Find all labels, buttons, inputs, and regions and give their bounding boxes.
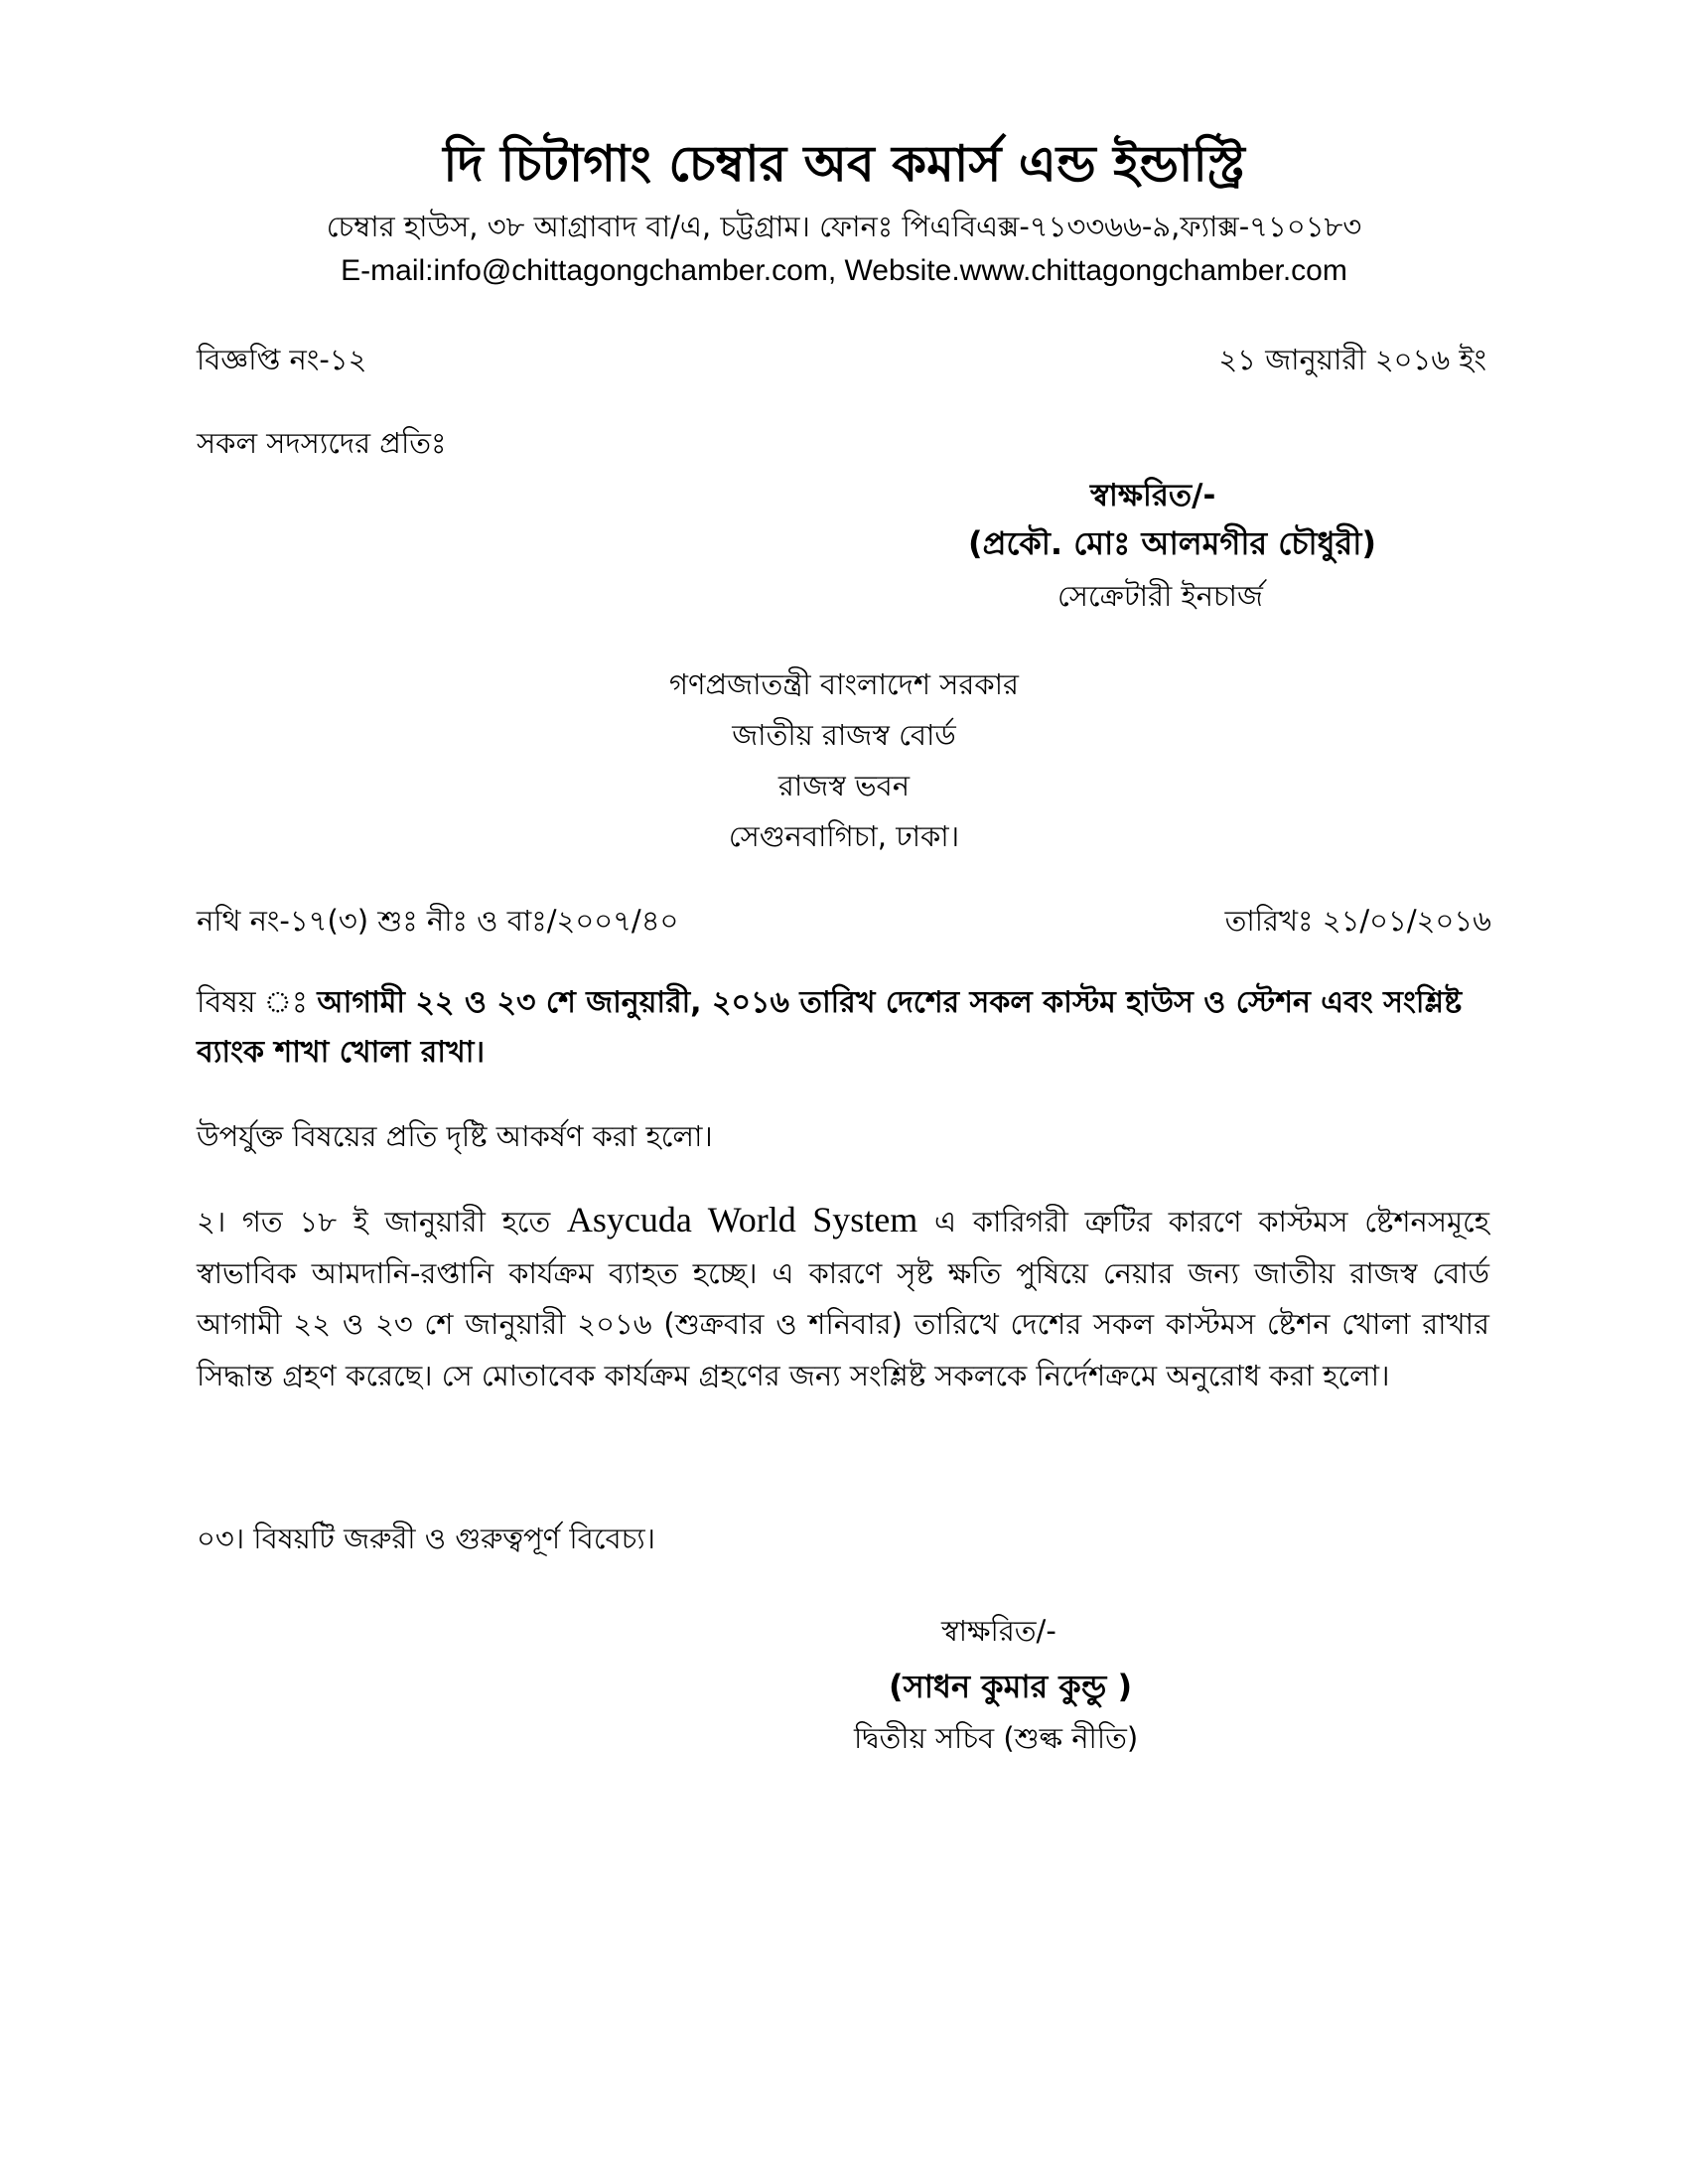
nbr-signed-mark: স্বাক্ষরিত/- [941,1614,1056,1648]
nbr-signatory-title: দ্বিতীয় সচিব (শুল্ক নীতি) [854,1721,1139,1755]
para2-start: ২। গত ১৮ ই জানুয়ারী হতে [197,1205,567,1238]
nbr-line-board: জাতীয় রাজস্ব বোর্ড [732,718,956,752]
file-date: তারিখঃ ২১/০১/২০১৬ [1224,904,1491,938]
para2-system-name: Asycuda World System [566,1200,918,1239]
para2-rest: এ কারিগরী ত্রুটির কারণে কাস্টমস ষ্টেশনসমূহে স্বাভাবিক আমদানি-রপ্তানি কার্যক্রম ব্যাহত হচ্ছে। এ কারণে সৃষ্ট ক্ষতি পুষিয়ে নেয়ার জন্য জাতীয় রাজস্ব বোর্ড আগামী ২২ ও ২৩ শে জানুয়ারী ২০১৬ (শুক্রবার ও শনিবার) তারিখে দেশের সকল কাস্টমস ষ্টেশন খোলা রাখার সিদ্ধান্ত গ্রহণ করেছে। সে মোতাবেক কার্যক্রম গ্রহণের জন্য সংশ্লিষ্ট সকলকে নির্দেশক্রমে অনুরোধ করা হলো। [197,1205,1490,1392]
nbr-signatory-name: (সাধন কুমার কুন্ডু ) [889,1668,1133,1705]
nbr-letterhead [397,659,1291,862]
subject-line [197,978,1489,1078]
org-name-heading: দি চিটাগাং চেম্বার অব কমার্স এন্ড ইন্ডাস্ট্রি [443,135,1245,193]
salutation: সকল সদস্যদের প্রতিঃ [197,426,447,460]
org-contact: E-mail:info@chittagongchamber.com, Website.www.chittagongchamber.com [341,254,1347,287]
chamber-signatory-title: সেক্রেটারী ইনচার্জ [1057,579,1263,613]
nbr-line-location: সেগুনবাগিচা, ঢাকা। [728,819,960,853]
subject-label: বিষয় ঃ [197,985,318,1020]
file-number: নথি নং-১৭(৩) শুঃ নীঃ ও বাঃ/২০০৭/৪০ [197,904,679,938]
chamber-signatory-name: (প্রকৌ. মোঃ আলমগীর চৌধুরী) [968,524,1376,562]
chamber-signed-mark: স্বাক্ষরিত/- [1090,478,1216,513]
subject-text: আগামী ২২ ও ২৩ শে জানুয়ারী, ২০১৬ তারিখ দেশের সকল কাস্টম হাউস ও স্টেশন এবং সংশ্লিষ্ট ব্যাংক শাখা খোলা রাখা। [197,985,1463,1070]
nbr-line-building: রাজস্ব ভবন [777,769,911,802]
notice-date: ২১ জানুয়ারী ২০১৬ ইং [1218,343,1486,376]
notice-number: বিজ্ঞপ্তি নং-১২ [197,343,367,376]
org-address: চেম্বার হাউস, ৩৮ আগ্রাবাদ বা/এ, চট্টগ্রাম। ফোনঃ পিএবিএক্স-৭১৩৩৬৬-৯,ফ্যাক্স-৭১০১৮৩ [326,210,1362,243]
body-paragraph-2 [197,1195,1489,1401]
body-paragraph-1: উপর্যুক্ত বিষয়ের প্রতি দৃষ্টি আকর্ষণ করা হলো। [197,1119,713,1153]
nbr-line-government: গণপ্রজাতন্ত্রী বাংলাদেশ সরকার [668,667,1020,701]
body-paragraph-3: ০৩। বিষয়টি জরুরী ও গুরুত্বপূর্ণ বিবেচ্য। [197,1522,656,1555]
